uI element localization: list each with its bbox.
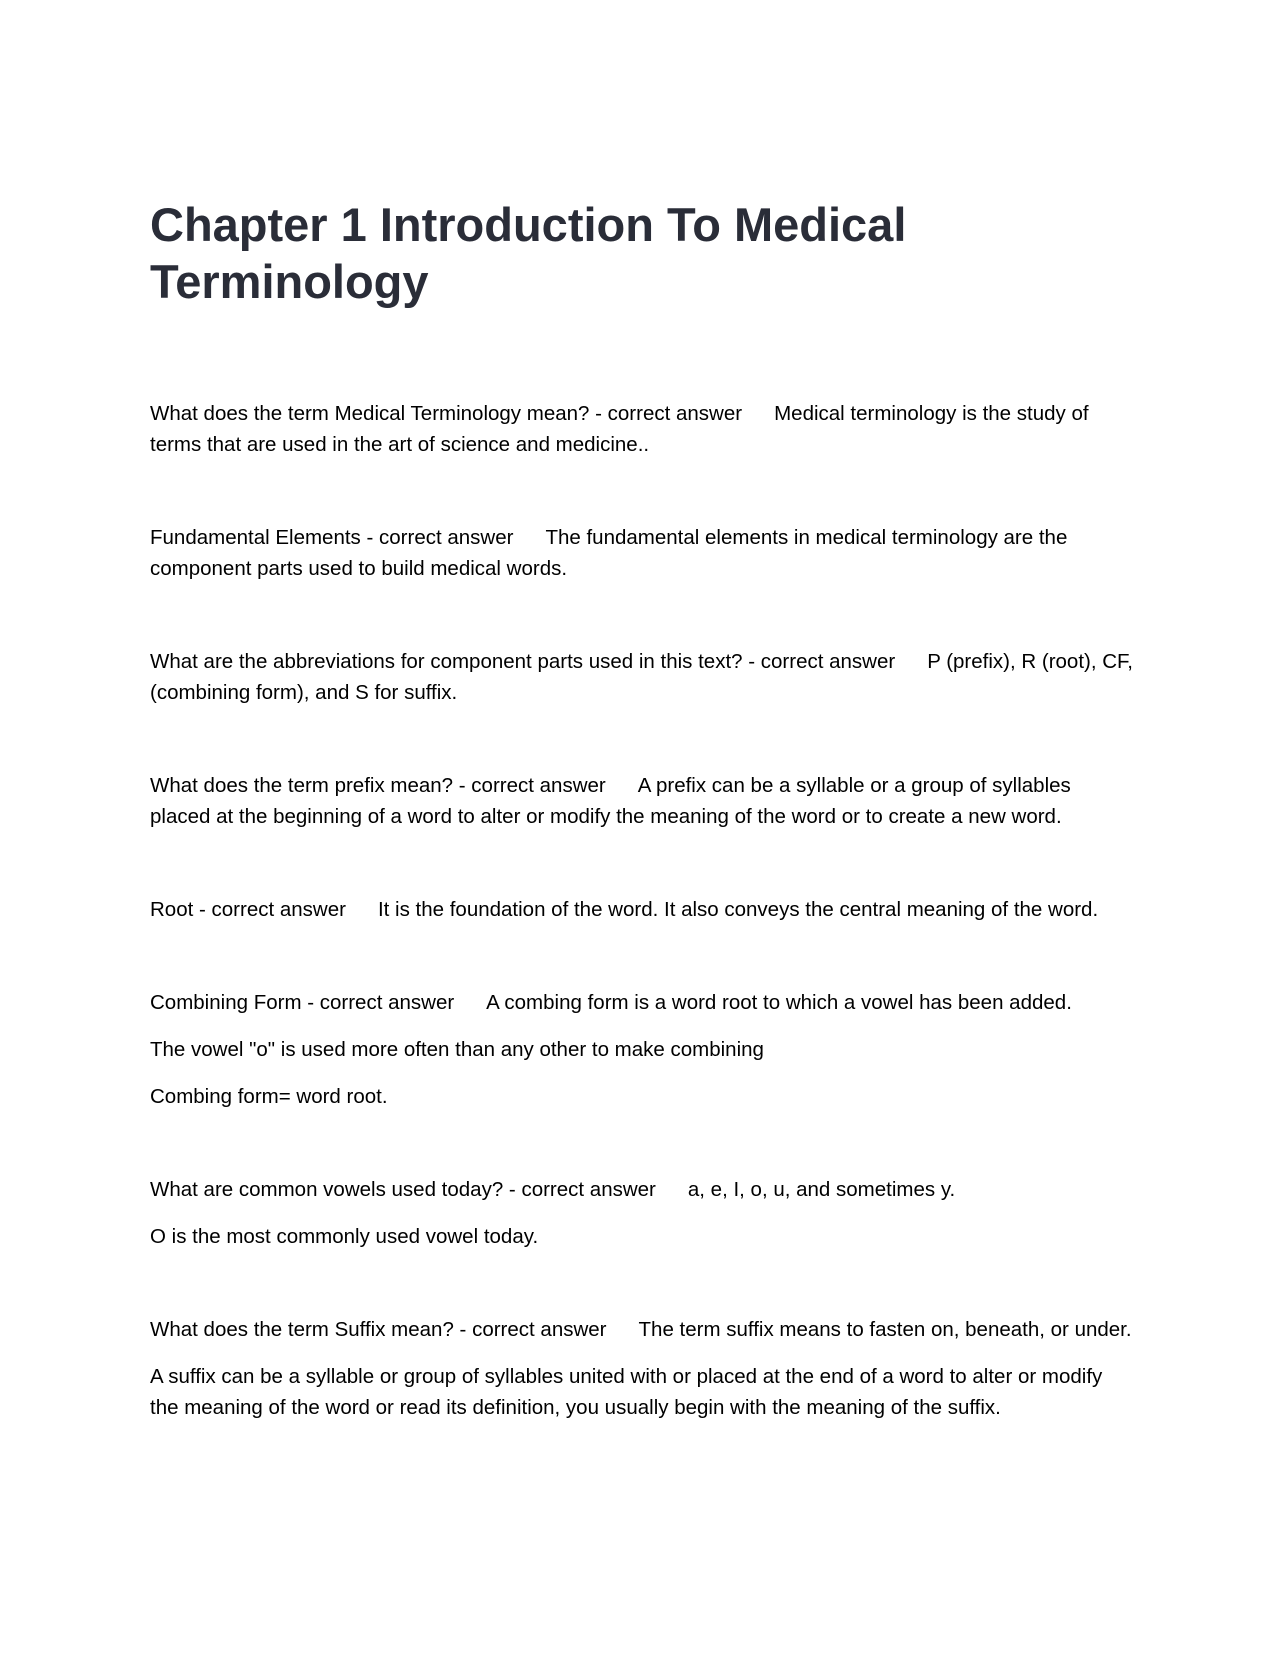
qa-item	[150, 646, 1135, 708]
qa-question: What does the term Suffix mean? - correct answer	[150, 1318, 607, 1341]
qa-item	[150, 770, 1135, 832]
qa-answer: Medical terminology is the study of terms that are used in the art of science and medicine..	[150, 402, 1089, 456]
qa-first-paragraph	[150, 1314, 1135, 1345]
qa-answer: The fundamental elements in medical terminology are the component parts used to build medical words.	[150, 526, 1068, 580]
document-page	[150, 196, 1135, 1485]
page-title: Chapter 1 Introduction To Medical Terminology	[150, 198, 907, 308]
qa-extra-paragraph: The vowel "o" is used more often than any other to make combining	[150, 1038, 764, 1061]
qa-answer: a, e, I, o, u, and sometimes y.	[687, 1178, 956, 1201]
qa-first-paragraph	[150, 1174, 1135, 1205]
qa-first-paragraph	[150, 398, 1135, 460]
qa-extra-paragraph: O is the most commonly used vowel today.	[150, 1225, 539, 1248]
qa-answer: The term suffix means to fasten on, beneath, or under.	[638, 1318, 1132, 1341]
qa-answer: A prefix can be a syllable or a group of syllables placed at the beginning of a word to alter or modify the meaning of the word or to create a new word.	[150, 774, 1071, 828]
qa-item	[150, 398, 1135, 460]
qa-first-paragraph	[150, 646, 1135, 708]
qa-question: Combining Form - correct answer	[150, 991, 455, 1014]
qa-question: Root - correct answer	[150, 898, 346, 921]
qa-item	[150, 894, 1135, 925]
qa-item	[150, 522, 1135, 584]
qa-item	[150, 1174, 1135, 1252]
qa-first-paragraph	[150, 522, 1135, 584]
qa-question: What does the term Medical Terminology mean? - correct answer	[150, 402, 743, 425]
qa-item	[150, 987, 1135, 1112]
qa-question: What are the abbreviations for component parts used in this text? - correct answer	[150, 650, 896, 673]
qa-answer: It is the foundation of the word. It also conveys the central meaning of the word.	[377, 898, 1099, 921]
qa-question: What does the term prefix mean? - correct answer	[150, 774, 606, 797]
qa-question: What are common vowels used today? - correct answer	[150, 1178, 656, 1201]
qa-answer: P (prefix), R (root), CF, (combining form), and S for suffix.	[150, 650, 1133, 704]
qa-extra-paragraph: A suffix can be a syllable or group of syllables united with or placed at the end of a word to alter or modify the meaning of the word or read its definition, you usually begin with the meaning of the suffix.	[150, 1365, 1103, 1419]
qa-first-paragraph	[150, 894, 1135, 925]
qa-answer: A combing form is a word root to which a vowel has been added.	[486, 991, 1072, 1014]
qa-first-paragraph	[150, 987, 1135, 1018]
qa-first-paragraph	[150, 770, 1135, 832]
qa-question: Fundamental Elements - correct answer	[150, 526, 514, 549]
qa-item	[150, 1314, 1135, 1423]
qa-extra-paragraph: Combing form= word root.	[150, 1085, 388, 1108]
